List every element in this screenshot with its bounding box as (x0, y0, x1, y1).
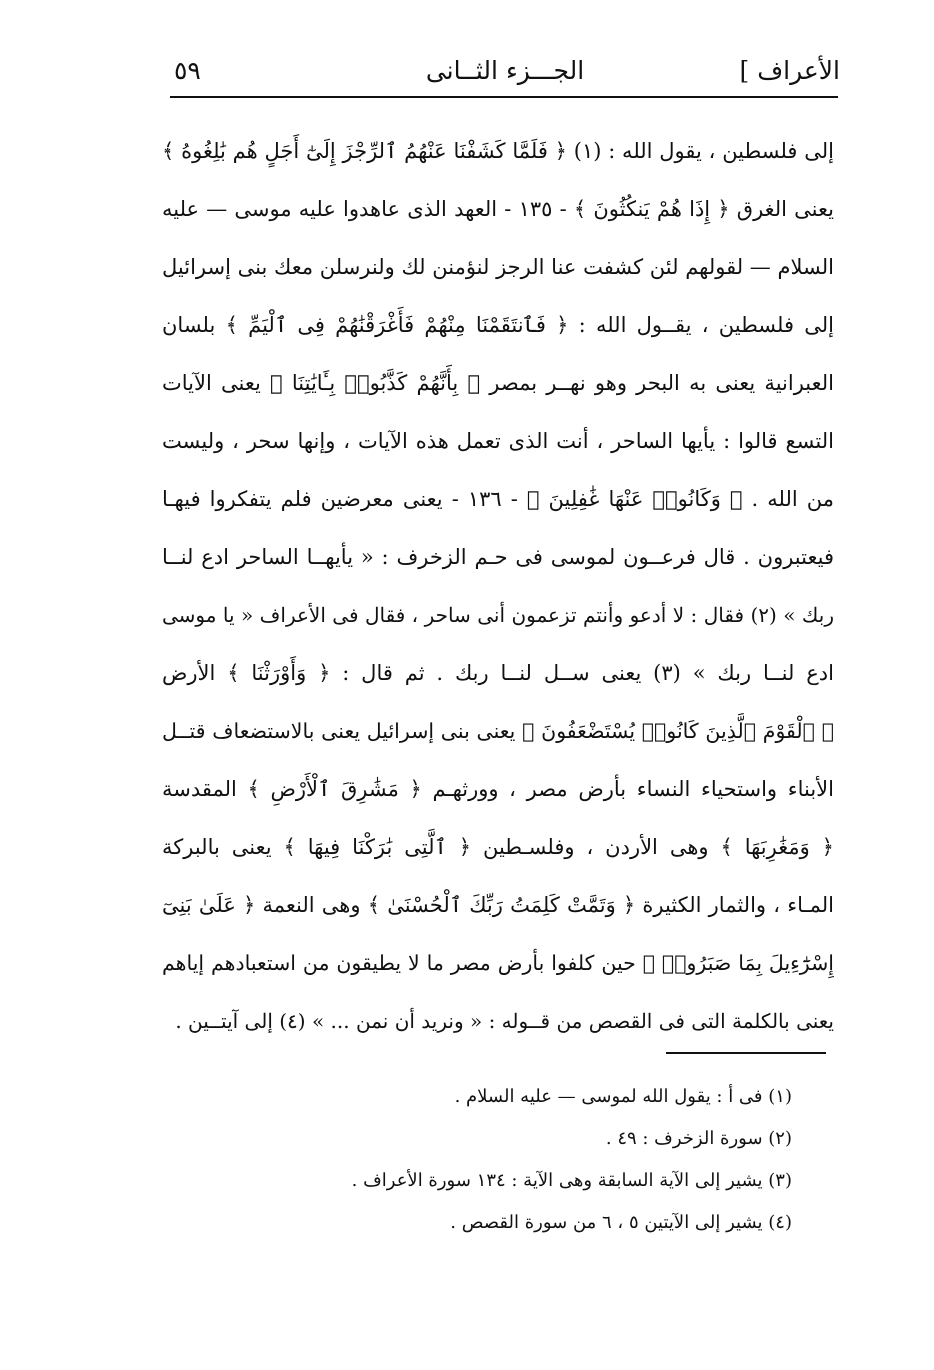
body-line: ﴿ وَمَغَٰرِبَهَا ﴾ وهى الأردن ، وفلسـطين ﴿ ٱلَّتِى بَٰرَكْنَا فِيهَا ﴾ يعنى بالبركة (162, 835, 834, 859)
footnote-3: (٣) يشير إلى الآية السابقة وهى الآية : ١٣٤ سورة الأعراف . (351, 1170, 792, 1191)
header-rule (170, 96, 838, 98)
body-line: إِسْرَٰٓءِيلَ بِمَا صَبَرُوا۟ ﴾ حين كلفوا بأرض مصر ما لا يطيقون من استعبادهم إياهم (162, 951, 834, 975)
body-line: يعنى بالكلمة التى فى القصص من قــوله : « ونريد أن نمن ... » (٤) إلى آيتــين . (175, 1009, 834, 1033)
body-line: السلام — لقولهم لئن كشفت عنا الرجز لنؤمنن لك ولنرسلن معك بنى إسرائيل (162, 255, 834, 279)
body-line: التسع قالوا : يأيها الساحر ، أنت الذى تعمل هذه الآيات ، وإنها سحر ، وليست (162, 429, 834, 453)
body-line: ادع لنــا ربك » (٣) يعنى ســل لنــا ربك . ثم قال : ﴿ وَأَوْرَثْنَا ﴾ الأرض (162, 661, 834, 685)
body-line: يعنى الغرق ﴿ إِذَا هُمْ يَنكُثُونَ ﴾ - ١٣٥ - العهد الذى عاهدوا عليه موسى — عليه (162, 197, 834, 221)
footnote-separator (666, 1052, 826, 1054)
footnote-2: (٢) سورة الزخرف : ٤٩ . (605, 1128, 792, 1149)
footnote-1: (١) فى أ : يقول الله لموسى — عليه السلام . (454, 1086, 792, 1107)
body-line: العبرانية يعنى به البحر وهو نهــر بمصر ﴿ بِأَنَّهُمْ كَذَّبُوا۟ بِـَٔايَٰتِنَا ﴾ يعنى الآيات (162, 371, 834, 395)
body-line: ربك » (٢) فقال : لا أدعو وأنتم تزعمون أنى ساحر ، فقال فى الأعراف « يا موسى (162, 603, 834, 627)
header-volume-title: الجـــزء الثــانى (425, 56, 585, 85)
page-number: ٥٩ (174, 56, 201, 85)
body-line: إلى فلسطين ، يقــول الله : ﴿ فَٱنتَقَمْنَا مِنْهُمْ فَأَغْرَقْنَٰهُمْ فِى ٱلْيَمِّ ﴾ بلسان (162, 313, 834, 337)
header-section-title: الأعراف ] (739, 56, 840, 85)
running-header (170, 52, 840, 94)
body-text (162, 122, 834, 1050)
body-line: من الله . ﴿ وَكَانُوا۟ عَنْهَا غَٰفِلِينَ ﴾ - ١٣٦ - يعنى معرضين فلم يتفكروا فيهـا (162, 487, 834, 511)
footnotes (180, 1076, 792, 1244)
body-line: فيعتبرون . قال فرعــون لموسى فى حـم الزخرف : « يأيهــا الساحر ادع لنــا (162, 545, 834, 569)
footnote-4: (٤) يشير إلى الآيتين ٥ ، ٦ من سورة القصص . (450, 1212, 792, 1233)
body-line: الأبناء واستحياء النساء بأرض مصر ، وورثهـم ﴿ مَشَٰرِقَ ٱلْأَرْضِ ﴾ المقدسة (162, 777, 834, 801)
body-line: إلى فلسطين ، يقول الله : (١) ﴿ فَلَمَّا كَشَفْنَا عَنْهُمُ ٱلرِّجْزَ إِلَىٰٓ أَجَلٍ هُم بَٰلِغُوهُ ﴾ (162, 139, 834, 163)
body-line: ﴿ ٱلْقَوْمَ ٱلَّذِينَ كَانُوا۟ يُسْتَضْعَفُونَ ﴾ يعنى بنى إسرائيل يعنى بالاستضعاف قتــل (162, 719, 834, 743)
body-line: المـاء ، والثمار الكثيرة ﴿ وَتَمَّتْ كَلِمَتُ رَبِّكَ ٱلْحُسْنَىٰ ﴾ وهى النعمة ﴿ عَلَىٰ بَنِىٓ (162, 893, 834, 917)
